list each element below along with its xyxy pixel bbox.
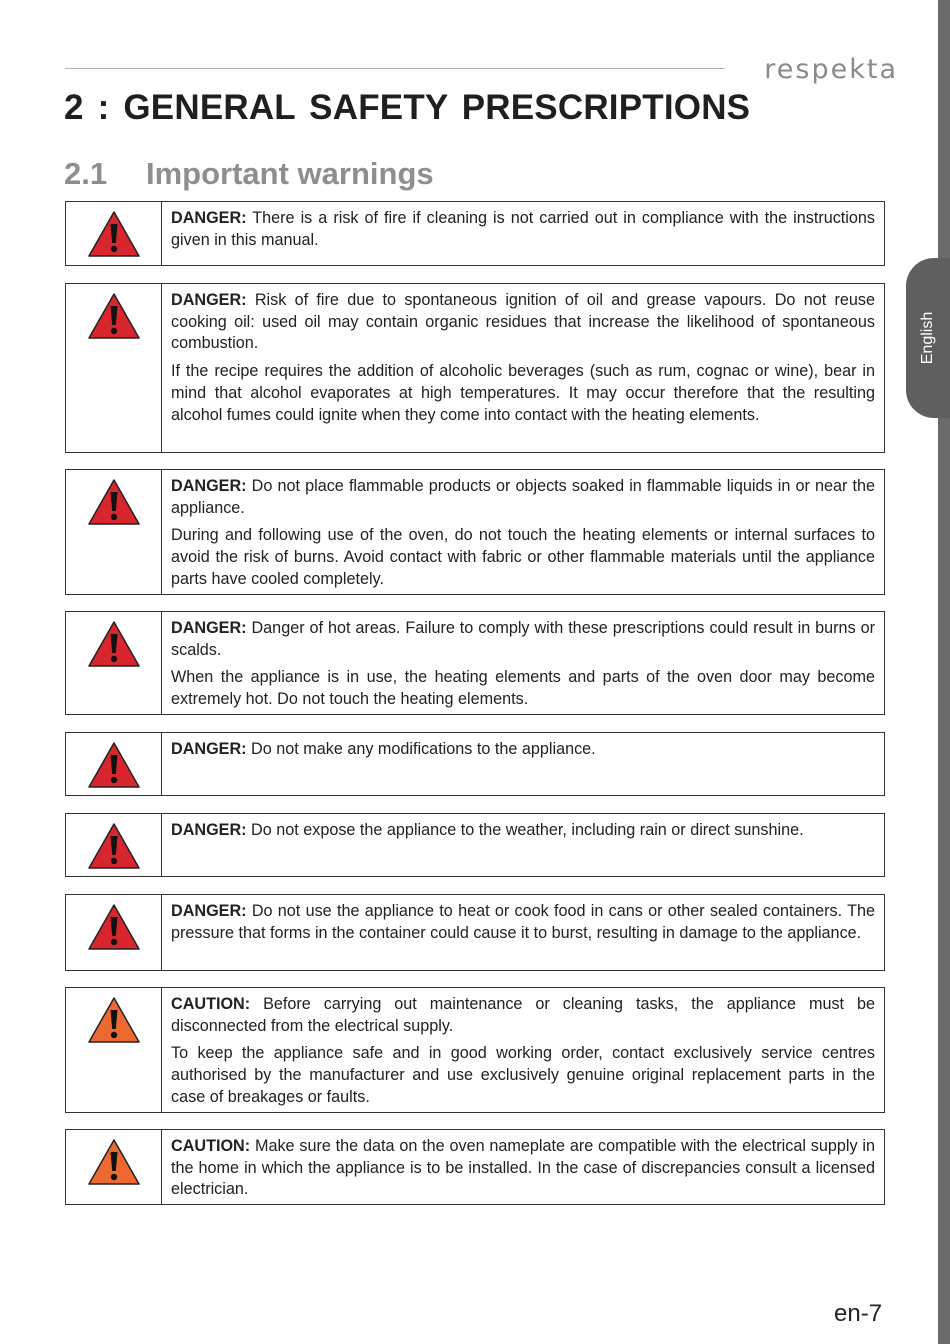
warning-paragraph: DANGER: Do not use the appliance to heat or cook food in cans or other sealed containers. The pressure that forms in the container could cause it to burst, resulting in damage to the appliance. — [171, 902, 875, 942]
warning-text — [162, 895, 884, 970]
caution-box — [65, 1129, 885, 1205]
warning-triangle-icon — [87, 741, 141, 789]
warning-text — [162, 814, 884, 876]
warning-box — [65, 894, 885, 971]
warning-icon-cell — [66, 1130, 162, 1204]
warning-text — [162, 284, 884, 452]
header-rule — [65, 68, 725, 69]
section-number: 2.1 — [64, 156, 108, 191]
warning-text — [162, 1130, 884, 1204]
warning-label: DANGER: — [171, 821, 247, 839]
caution-triangle-icon — [87, 1138, 141, 1186]
warning-paragraph: DANGER: Danger of hot areas. Failure to comply with these prescriptions could result in burns or scalds. — [171, 619, 875, 659]
language-tab — [906, 258, 950, 418]
warning-icon-cell — [66, 284, 162, 452]
warning-text — [162, 612, 884, 714]
warning-icon-cell — [66, 988, 162, 1112]
warning-icon-cell — [66, 895, 162, 970]
caution-box — [65, 987, 885, 1113]
warning-box — [65, 611, 885, 715]
warning-text — [162, 470, 884, 594]
warning-box — [65, 283, 885, 453]
page-number: en-7 — [834, 1300, 883, 1327]
warning-label: DANGER: — [171, 209, 247, 227]
caution-label: CAUTION: — [171, 995, 251, 1013]
warning-box — [65, 732, 885, 796]
warning-triangle-icon — [87, 620, 141, 668]
warning-text — [162, 733, 884, 795]
warning-paragraph: CAUTION: Before carrying out maintenance or cleaning tasks, the appliance must be disconnected from the electrical supply. — [171, 995, 875, 1035]
caution-label: CAUTION: — [171, 1137, 251, 1155]
warning-paragraph: If the recipe requires the addition of alcoholic beverages (such as rum, cognac or wine), bear in mind that alcohol evaporates at high temperatures. It may occur therefore that the resulting alcohol fumes could ignite when they come into contact with the heating elements. — [171, 362, 875, 424]
warning-box — [65, 813, 885, 877]
warning-box — [65, 469, 885, 595]
warning-triangle-icon — [87, 210, 141, 258]
page-edge-bar — [938, 0, 950, 1344]
warning-label: DANGER: — [171, 619, 247, 637]
warning-icon-cell — [66, 202, 162, 265]
warning-paragraph: DANGER: Do not place flammable products or objects soaked in flammable liquids in or near the appliance. — [171, 477, 875, 517]
language-tab-label: English — [919, 311, 936, 365]
warning-paragraph: DANGER: Do not expose the appliance to the weather, including rain or direct sunshine. — [171, 821, 804, 839]
warning-paragraph: DANGER: Do not make any modifications to the appliance. — [171, 740, 596, 758]
warning-triangle-icon — [87, 478, 141, 526]
warning-paragraph: To keep the appliance safe and in good working order, contact exclusively service centres authorised by the manufacturer and use exclusively genuine original replacement parts in the case of breakages or faults. — [171, 1044, 875, 1106]
warning-label: DANGER: — [171, 291, 247, 309]
warning-triangle-icon — [87, 903, 141, 951]
warning-text — [162, 202, 884, 265]
warning-triangle-icon — [87, 822, 141, 870]
warning-paragraph: CAUTION: Make sure the data on the oven nameplate are compatible with the electrical supply in the home in which the appliance is to be installed. In the case of discrepancies consult a licensed electrician. — [171, 1137, 875, 1199]
warning-paragraph: DANGER: Risk of fire due to spontaneous ignition of oil and grease vapours. Do not reuse cooking oil: used oil may contain organic residues that increase the likelihood of spontaneous combustion. — [171, 291, 875, 353]
chapter-title: 2 : GENERAL SAFETY PRESCRIPTIONS — [64, 88, 751, 127]
warning-text — [162, 988, 884, 1112]
caution-triangle-icon — [87, 996, 141, 1044]
warning-label: DANGER: — [171, 902, 247, 920]
warning-paragraph: During and following use of the oven, do not touch the heating elements or internal surfaces to avoid the risk of burns. Avoid contact with fabric or other flammable materials until the appliance parts have cooled completely. — [171, 526, 875, 588]
warning-icon-cell — [66, 814, 162, 876]
warning-icon-cell — [66, 733, 162, 795]
warning-icon-cell — [66, 612, 162, 714]
warning-paragraph: When the appliance is in use, the heating elements and parts of the oven door may become extremely hot. Do not touch the heating elements. — [171, 668, 875, 709]
warning-box — [65, 201, 885, 266]
warning-label: DANGER: — [171, 740, 247, 758]
warning-triangle-icon — [87, 292, 141, 340]
warning-label: DANGER: — [171, 477, 247, 495]
section-title: Important warnings — [146, 156, 434, 191]
section-heading — [64, 156, 434, 192]
warning-icon-cell — [66, 470, 162, 594]
warning-paragraph: DANGER: There is a risk of fire if cleaning is not carried out in compliance with the instructions given in this manual. — [171, 209, 875, 249]
brand-logo: respekta — [764, 54, 898, 85]
